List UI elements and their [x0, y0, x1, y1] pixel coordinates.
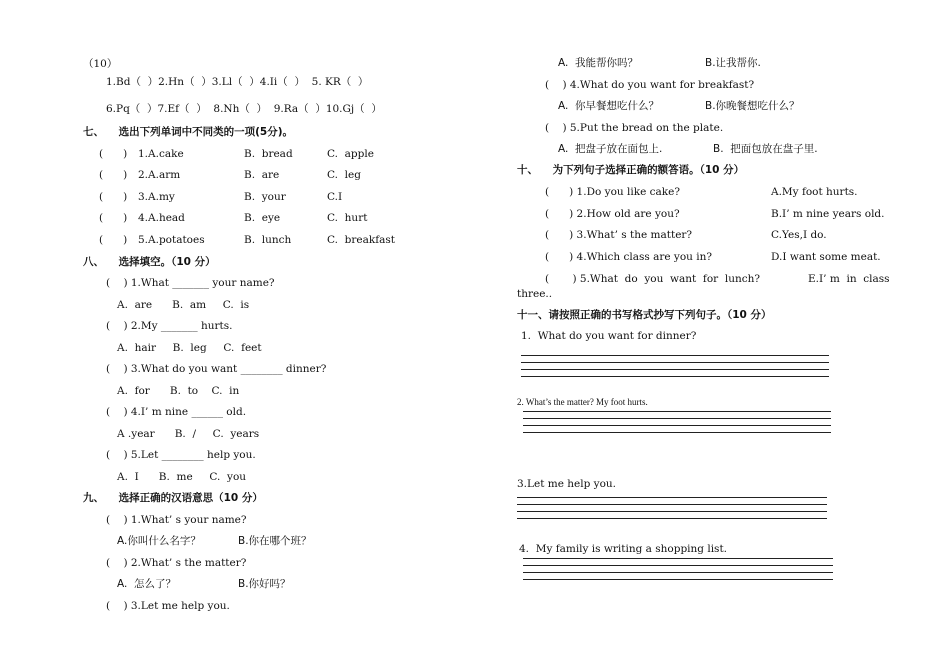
option-b: B.你晚餐想吃什么？ — [705, 100, 800, 112]
option-c: C. leg — [327, 169, 361, 181]
section-8-title: 八、 选择填空。（10 分） — [83, 256, 216, 268]
question-text: ( ) 3.What do you want ________ dinner? — [106, 363, 327, 375]
option-b: B. eye — [244, 212, 281, 224]
option-b: B.让我帮你. — [705, 57, 761, 69]
question-text: ( ) 5.Put the bread on the plate. — [545, 122, 724, 134]
answer-option: A.My foot hurts. — [771, 186, 858, 198]
option-b: B.你好吗？ — [238, 578, 291, 590]
question-text: ( ) 1.What _______ your name? — [106, 277, 275, 289]
option-a: A.你叫什么名字？ — [117, 535, 201, 547]
option-b: B. lunch — [244, 234, 292, 246]
option-a: A. 你早餐想吃什么？ — [558, 100, 660, 112]
answer-option: D.I want some meat. — [771, 251, 881, 263]
section-11-title: 十一、请按照正确的书写格式抄写下列句子。（10 分） — [517, 309, 772, 321]
question-text: ( ) 2.My _______ hurts. — [106, 320, 233, 332]
letter-pairs-row-1: 1.Bd（ ）2.Hn（ ）3.Ll（ ）4.Ii（ ） 5. KR（ ） — [106, 76, 369, 88]
option-a: 5.A.potatoes — [138, 234, 205, 246]
option-b: B. bread — [244, 148, 293, 160]
copy-sentence: 3.Let me help you. — [517, 478, 617, 490]
letter-pairs-row-2: 6.Pq（ ）7.Ef（ ） 8.Nh（ ） 9.Ra（ ）10.Gj（ ） — [106, 103, 382, 115]
option-b: B. are — [244, 169, 280, 181]
question-options: A. I B. me C. you — [117, 471, 247, 483]
answer-option-wrap: three.. — [517, 288, 553, 300]
question-text: ( ) 5.Let ________ help you. — [106, 449, 256, 461]
question-options: A. for B. to C. in — [117, 385, 240, 397]
question-text: ( ) 4.What do you want for breakfast? — [545, 79, 755, 91]
answer-paren[interactable]: ( ) — [99, 169, 128, 181]
section-9-title: 九、 选择正确的汉语意思（10 分） — [83, 492, 263, 504]
option-a: A. 怎么了？ — [117, 578, 177, 590]
answer-option: E.I’ m in class — [808, 273, 890, 285]
option-c: C. breakfast — [327, 234, 396, 246]
answer-paren[interactable]: ( ) — [99, 234, 128, 246]
answer-paren[interactable]: ( ) — [99, 148, 128, 160]
question-options: A. hair B. leg C. feet — [117, 342, 262, 354]
option-a: 4.A.head — [138, 212, 185, 224]
option-c: C. apple — [327, 148, 374, 160]
copy-sentence: 2. What’s the matter? My foot hurts. — [517, 397, 648, 407]
option-a: A. 我能帮你吗？ — [558, 57, 639, 69]
question-text: ( ) 2.How old are you? — [545, 208, 680, 220]
answer-option: C.Yes,I do. — [771, 229, 827, 241]
question-text: ( ) 1.What’ s your name? — [106, 514, 247, 526]
question-10-number: （10） — [83, 58, 118, 70]
question-text: ( ) 4.Which class are you in? — [545, 251, 713, 263]
answer-option: B.I’ m nine years old. — [771, 208, 885, 220]
option-c: C.I — [327, 191, 343, 203]
answer-paren[interactable]: ( ) — [99, 191, 128, 203]
section-10-title: 十、 为下列句子选择正确的额答语。（10 分） — [517, 164, 745, 176]
section-7-title: 七、 选出下列单词中不同类的一项(5分)。 — [83, 126, 294, 138]
option-a: 2.A.arm — [138, 169, 181, 181]
question-text: ( ) 3.Let me help you. — [106, 600, 230, 612]
option-a: A. 把盘子放在面包上. — [558, 143, 663, 155]
question-text: ( ) 2.What’ s the matter? — [106, 557, 247, 569]
question-text: ( ) 5.What do you want for lunch? — [545, 273, 760, 285]
question-options: A .year B. / C. years — [117, 428, 260, 440]
answer-paren[interactable]: ( ) — [99, 212, 128, 224]
question-text: ( ) 3.What’ s the matter? — [545, 229, 693, 241]
copy-sentence: 1. What do you want for dinner? — [521, 330, 697, 342]
option-c: C. hurt — [327, 212, 368, 224]
question-text: ( ) 4.I’ m nine ______ old. — [106, 406, 247, 418]
option-a: 1.A.cake — [138, 148, 184, 160]
option-b: B.你在哪个班？ — [238, 535, 312, 547]
question-options: A. are B. am C. is — [117, 299, 250, 311]
option-b: B. 把面包放在盘子里. — [713, 143, 818, 155]
question-text: ( ) 1.Do you like cake? — [545, 186, 680, 198]
option-b: B. your — [244, 191, 286, 203]
copy-sentence: 4. My family is writing a shopping list. — [519, 543, 728, 555]
option-a: 3.A.my — [138, 191, 175, 203]
